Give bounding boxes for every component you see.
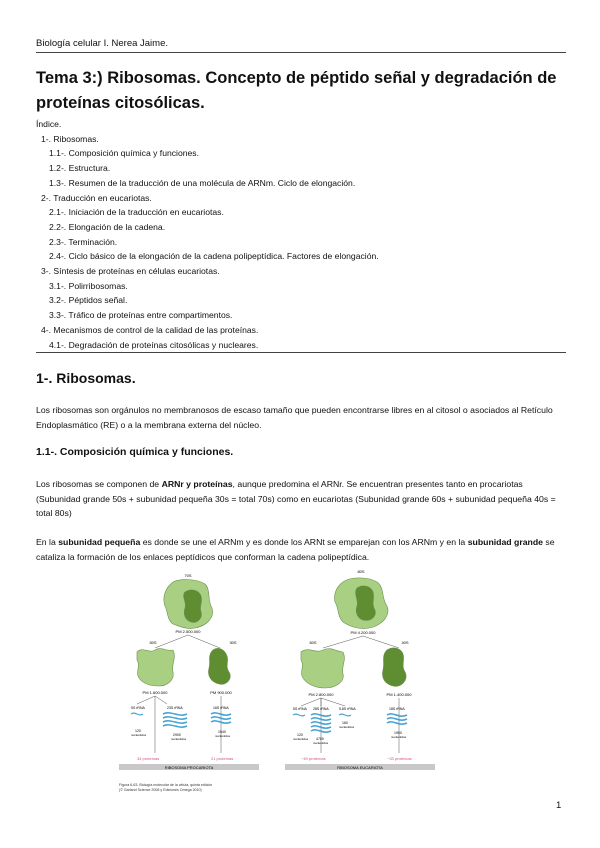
intro-paragraph: Los ribosomas son orgánulos no membranosos de escaso tamaño que pueden encontrarse libres en al citosol o asociados al Retículo Endoplasmático (RE) o a la membrana externa del núcleo.: [36, 405, 553, 430]
pro-small-mass: PM 900.000: [210, 690, 232, 695]
nucleotides-label: nucleótidos: [391, 735, 407, 739]
rna-strand: [211, 713, 231, 723]
pro-16s-count: 1540: [218, 730, 226, 734]
rna-strand: [387, 714, 407, 724]
page-header: Biología celular I. Nerea Jaime.: [36, 38, 169, 49]
euk-large-mass: PM 2.800.000: [308, 692, 334, 697]
bold-run: subunidad grande: [467, 537, 543, 547]
toc-item: 1.1-. Composición química y funciones.: [49, 148, 199, 159]
whole-small-subunit: [356, 586, 376, 620]
header-rule: [36, 52, 566, 53]
toc-item: 1.2-. Estructura.: [49, 163, 111, 174]
small-subunit-40s: [382, 648, 406, 686]
euk-small-proteins: ~33 proteínas: [387, 756, 412, 761]
pro-ribosome-label: RIBOSOMA PROCARIOTA: [164, 765, 214, 770]
euk-58s-count: 160: [342, 721, 348, 725]
large-subunit-60s: [301, 649, 344, 688]
toc-item: 2.3-. Terminación.: [49, 236, 118, 247]
toc-item: 3.2-. Péptidos señal.: [49, 295, 128, 306]
euk-small-mass: PM 1.400.000: [386, 692, 412, 697]
composition-paragraph: [36, 477, 566, 521]
subsection-heading-composicion: 1.1-. Composición química y funciones.: [36, 446, 234, 458]
pro-whole-label: 70S: [184, 573, 192, 578]
toc-item: 2.2-. Elongación de la cadena.: [49, 221, 166, 232]
euk-ribosome-label: RIBOSOMA EUCARIOTA: [337, 765, 383, 770]
pro-23s-label: 23S rRNA: [167, 706, 183, 710]
bold-run: ARNr y proteínas: [161, 479, 233, 489]
euk-5s-label: 5S rRNA: [293, 707, 307, 711]
toc-item: 2.1-. Iniciación de la traducción en eucariotas.: [49, 207, 224, 218]
nucleotides-label: nucleótidos: [339, 725, 355, 729]
rna-strand: [131, 713, 143, 715]
small-subunit-30s: [208, 648, 230, 684]
toc-item: 4.1-. Degradación de proteínas citosólicas y nucleares.: [49, 339, 259, 350]
figure-caption-line2: (© Garland Science 2008 y Ediciones Omega 2010): [119, 788, 202, 792]
bold-run: subunidad pequeña: [58, 537, 141, 547]
nucleotides-label: nucleótidos: [313, 741, 329, 745]
document-title: Tema 3:) Ribosomas. Concepto de péptido señal y degradación de proteínas citosólicas.: [36, 69, 557, 112]
euk-small-label: 40S: [401, 640, 409, 645]
section-heading-ribosomas: 1-. Ribosomas.: [36, 370, 136, 386]
pro-mass-label: PM 2.500.000: [175, 629, 201, 634]
large-subunit-50s: [137, 649, 174, 686]
pro-large-label: 50S: [149, 640, 157, 645]
euk-18s-label: 18S rRNA: [389, 707, 405, 711]
figure-caption-line1: Figura 6-63. Biología molecular de la célula, quinta edición: [119, 783, 213, 787]
text-run: , aunque predomina el ARNr. Se encuentran presentes tanto en procariotas (Subunidad grande 50s + subunidad pequeña 30s = total 70s) como en eucariotas (Subunidad grande 60s + subunidad pequeña 40s = total 80s): [36, 479, 556, 518]
pro-23s-count: 2900: [173, 733, 181, 737]
toc-item: 3.3-. Tráfico de proteínas entre compartimentos.: [49, 310, 233, 321]
toc-item: 4-. Mecanismos de control de la calidad de las proteínas.: [41, 324, 259, 335]
pro-5s-label: 5S rRNA: [131, 706, 145, 710]
nucleotides-label: nucleótidos: [293, 737, 309, 741]
rna-strand: [163, 713, 187, 727]
page-number: 1: [556, 800, 562, 811]
pro-small-proteins: 21 proteínas: [211, 756, 234, 761]
pro-16s-label: 16S rRNA: [213, 706, 229, 710]
table-of-contents: [36, 117, 566, 352]
nucleotides-label: nucleótidos: [171, 737, 187, 741]
toc-item: 3-. Síntesis de proteínas en células eucariotas.: [41, 266, 220, 277]
toc-heading: Índice.: [36, 119, 62, 129]
euk-mass-label: PM 4.200.000: [350, 630, 376, 635]
euk-18s-count: 1900: [394, 731, 402, 735]
whole-small-subunit: [184, 590, 202, 622]
text-run: es donde se une el ARNm y es donde los ARNt se emparejan con los ARNm y en la: [140, 537, 468, 547]
prokaryote-ribosome-diagram: [119, 573, 259, 770]
toc-item: 2.4-. Ciclo básico de la elongación de la cadena polipeptídica. Factores de elongación.: [49, 251, 379, 262]
euk-28s-count: 4700: [316, 737, 324, 741]
euk-5s-count: 120: [297, 733, 303, 737]
rna-strand: [293, 714, 305, 716]
nucleotides-label: nucleótidos: [131, 733, 147, 737]
eukaryote-ribosome-diagram: [285, 569, 435, 770]
euk-large-proteins: ~49 proteínas: [301, 756, 326, 761]
toc-list: [36, 132, 566, 353]
subunits-paragraph: [36, 535, 566, 564]
rna-strand: [339, 714, 351, 716]
toc-rule: [36, 352, 566, 353]
euk-large-label: 60S: [309, 640, 317, 645]
text-run: se cataliza la formación de los enlaces peptídicos que conforman la cadena polipeptídica.: [36, 537, 555, 562]
euk-58s-label: 5.8S rRNA: [339, 707, 356, 711]
toc-item: 3.1-. Polirribosomas.: [49, 280, 128, 291]
pro-large-mass: PM 1.600.000: [142, 690, 168, 695]
nucleotides-label: nucleótidos: [215, 734, 231, 738]
euk-28s-label: 28S rRNA: [313, 707, 329, 711]
pro-small-label: 30S: [229, 640, 237, 645]
euk-whole-label: 80S: [357, 569, 365, 574]
toc-item: 1-. Ribosomas.: [41, 133, 99, 144]
toc-item: 2-. Traducción en eucariotas.: [41, 192, 152, 203]
text-run: En la: [36, 537, 59, 547]
pro-5s-count: 120: [135, 729, 141, 733]
toc-item: 1.3-. Resumen de la traducción de una molécula de ARNm. Ciclo de elongación.: [49, 177, 356, 188]
pro-large-proteins: 34 proteínas: [137, 756, 160, 761]
text-run: Los ribosomas se componen de: [36, 479, 162, 489]
ribosome-figure: [115, 568, 485, 798]
